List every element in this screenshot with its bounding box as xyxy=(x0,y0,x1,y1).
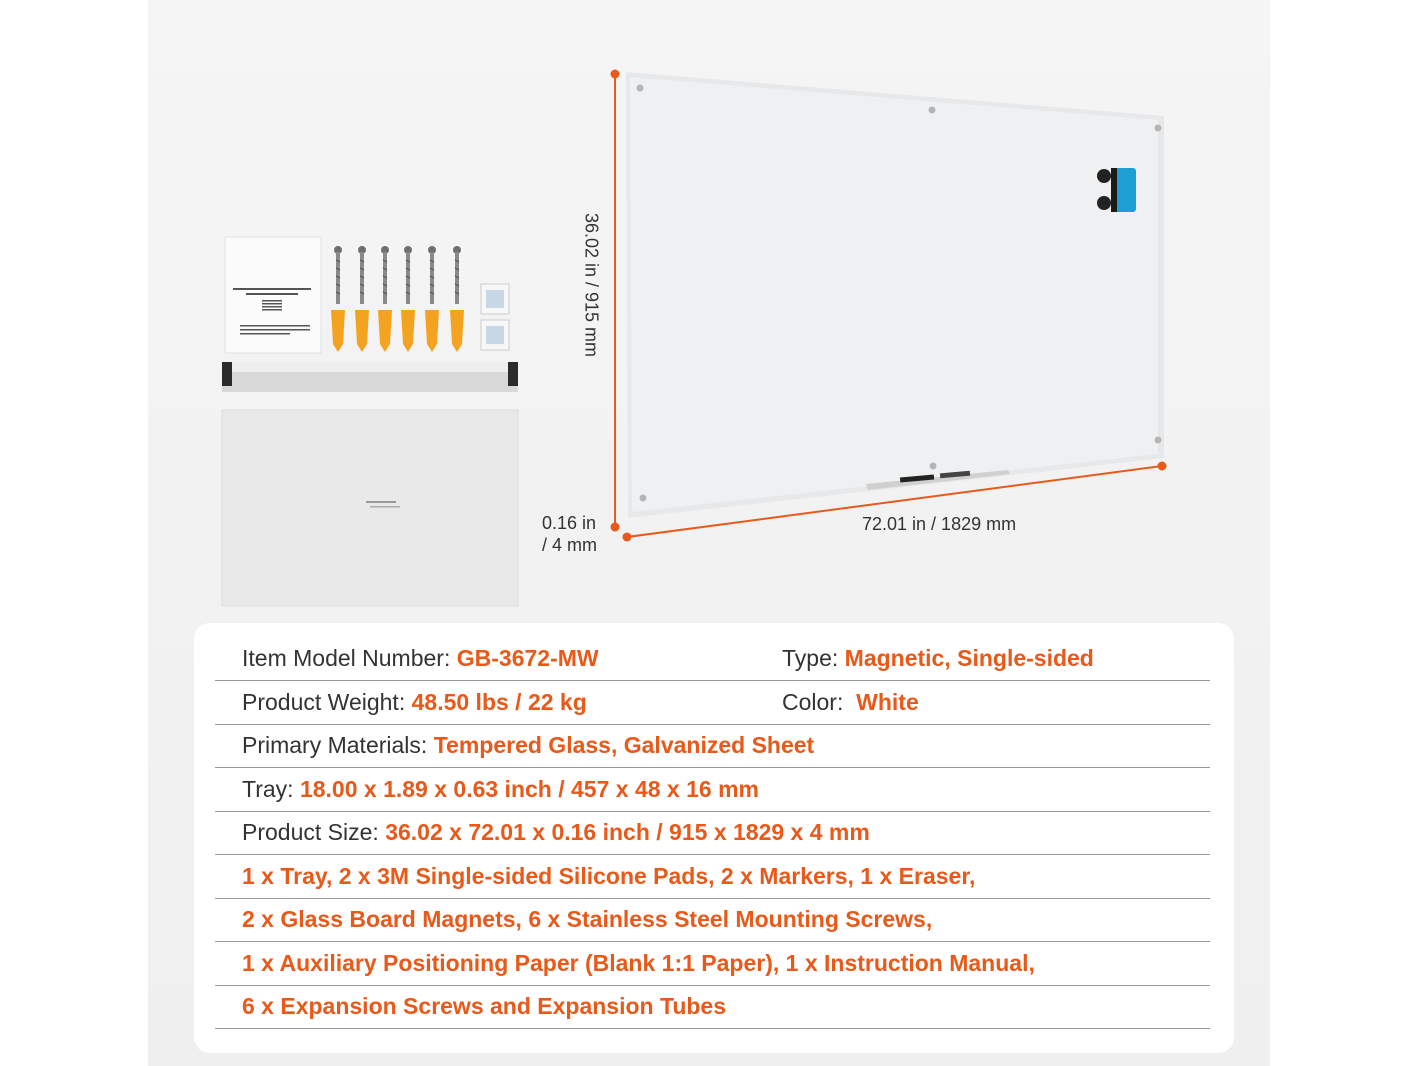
spec-value: Magnetic, Single-sided xyxy=(844,645,1094,671)
spec-value: 48.50 lbs / 22 kg xyxy=(411,689,587,715)
spec-value: GB-3672-MW xyxy=(456,645,599,671)
thickness-line-2: / 4 mm xyxy=(542,535,598,555)
spec-value: Tempered Glass, Galvanized Sheet xyxy=(433,732,815,758)
spec-row-materials xyxy=(215,724,1210,768)
package-row xyxy=(215,942,1210,986)
spec-model xyxy=(242,637,599,680)
glass-board xyxy=(626,72,1164,518)
package-row xyxy=(215,855,1210,899)
package-line: 1 x Tray, 2 x 3M Single-sided Silicone Pads, 2 x Markers, 1 x Eraser, xyxy=(242,863,976,889)
magnet-icon xyxy=(1097,196,1111,210)
spec-label: Tray: xyxy=(242,776,294,802)
positioning-paper xyxy=(222,410,518,606)
silicone-pads xyxy=(481,284,509,350)
spec-label: Product Size: xyxy=(242,819,379,845)
spec-tray xyxy=(242,768,759,811)
width-dimension-label: 72.01 in / 1829 mm xyxy=(862,514,1017,534)
spec-value: White xyxy=(856,689,919,715)
package-row xyxy=(215,985,1210,1029)
spec-weight xyxy=(242,681,587,724)
spec-card xyxy=(194,623,1234,1053)
spec-label: Type: xyxy=(782,645,839,671)
spec-row-size xyxy=(215,811,1210,855)
thickness-line-1: 0.16 in xyxy=(542,513,597,533)
package-line: 2 x Glass Board Magnets, 6 x Stainless Steel Mounting Screws, xyxy=(242,906,933,932)
spec-label: Item Model Number: xyxy=(242,645,451,671)
spec-row-weight-color xyxy=(215,681,1210,725)
mounting-screws xyxy=(334,246,461,304)
spec-value: 36.02 x 72.01 x 0.16 inch / 915 x 1829 x 4 mm xyxy=(385,819,870,845)
height-dimension-label: 36.02 in / 915 mm xyxy=(581,212,602,358)
spec-type xyxy=(782,637,1094,680)
spec-size xyxy=(242,811,870,854)
spec-row-model-type xyxy=(215,637,1210,681)
spec-value: 18.00 x 1.89 x 0.63 inch / 457 x 48 x 16 mm xyxy=(299,776,759,802)
spec-row-tray xyxy=(215,768,1210,812)
spec-label: Color: xyxy=(782,689,844,715)
accessories-group xyxy=(222,237,518,606)
package-line: 1 x Auxiliary Positioning Paper (Blank 1:1 Paper), 1 x Instruction Manual, xyxy=(242,950,1035,976)
spec-materials xyxy=(242,724,814,767)
spec-label: Product Weight: xyxy=(242,689,406,715)
package-row xyxy=(215,898,1210,942)
thickness-dimension-label xyxy=(542,512,597,556)
expansion-tubes xyxy=(331,310,464,352)
spec-label: Primary Materials: xyxy=(242,732,428,758)
marker-tray xyxy=(222,362,518,392)
spec-color xyxy=(782,681,919,724)
package-line: 6 x Expansion Screws and Expansion Tubes xyxy=(242,993,726,1019)
magnet-icon xyxy=(1097,169,1111,183)
